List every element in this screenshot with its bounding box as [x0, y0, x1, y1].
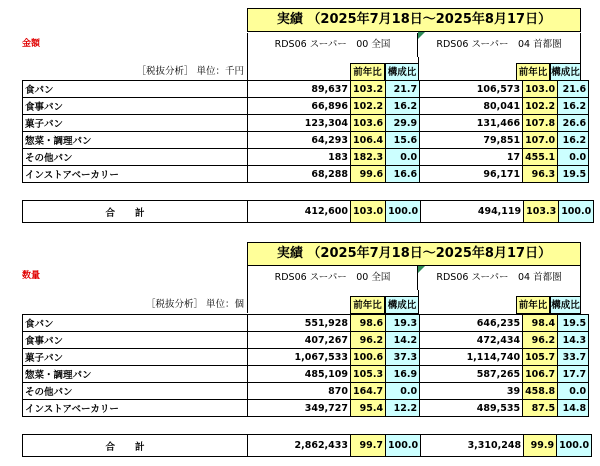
value-cell: 472,434: [420, 332, 523, 349]
category-cell: 菓子パン: [23, 349, 248, 366]
yoy-cell: 87.5: [523, 400, 558, 417]
total-share-cell: 100.0: [386, 435, 421, 457]
total-share-cell: 100.0: [386, 201, 421, 223]
yoy-cell: 164.7: [351, 383, 386, 400]
value-cell: 551,928: [248, 315, 351, 332]
yoy-cell: 103.6: [351, 115, 386, 132]
value-cell: 80,041: [420, 98, 523, 115]
table-row: [23, 166, 589, 183]
share-cell: 12.2: [386, 400, 420, 417]
col-share-header: 構成比: [385, 63, 419, 81]
category-cell: 食パン: [23, 315, 248, 332]
col-yoy-header: 前年比: [516, 63, 550, 81]
total-value-cell: 412,600: [248, 201, 351, 223]
table-row: [23, 149, 589, 166]
col-yoy-header: 前年比: [350, 63, 385, 81]
table-row: [23, 332, 589, 349]
value-cell: 106,573: [420, 81, 523, 98]
share-cell: 0.0: [558, 149, 589, 166]
total-value-cell: 2,862,433: [248, 435, 351, 457]
value-cell: 96,171: [420, 166, 523, 183]
total-table: [22, 434, 592, 457]
share-cell: 26.6: [558, 115, 589, 132]
yoy-cell: 99.6: [351, 166, 386, 183]
share-cell: 19.5: [558, 166, 589, 183]
comment-marker-icon: [418, 32, 425, 39]
share-cell: 0.0: [386, 149, 420, 166]
total-table: [22, 200, 594, 223]
total-label: 合計: [23, 435, 248, 457]
yoy-cell: 102.2: [523, 98, 558, 115]
col-share-header: 構成比: [550, 296, 581, 314]
unit-label: ［税抜分析］ 単位：千円: [136, 66, 244, 77]
share-cell: 14.8: [558, 400, 589, 417]
value-cell: 407,267: [248, 332, 351, 349]
total-share-cell: 100.0: [559, 201, 594, 223]
value-cell: 68,288: [248, 166, 351, 183]
table-row: [23, 115, 589, 132]
value-cell: 64,293: [248, 132, 351, 149]
metric-label: 金額: [22, 39, 41, 49]
yoy-cell: 182.3: [351, 149, 386, 166]
value-cell: 39: [420, 383, 523, 400]
yoy-cell: 98.4: [523, 315, 558, 332]
category-cell: 惣菜・調理パン: [23, 132, 248, 149]
yoy-cell: 107.0: [523, 132, 558, 149]
value-cell: 1,114,740: [420, 349, 523, 366]
store-header-metro: RDS06 スーパー 04 首都圏: [417, 33, 581, 57]
table-row: [23, 81, 589, 98]
value-cell: 89,637: [248, 81, 351, 98]
yoy-cell: 458.8: [523, 383, 558, 400]
value-cell: 123,304: [248, 115, 351, 132]
category-cell: インストアベーカリー: [23, 166, 248, 183]
yoy-cell: 103.2: [351, 81, 386, 98]
yoy-cell: 96.3: [523, 166, 558, 183]
category-cell: 食事パン: [23, 332, 248, 349]
total-value-cell: 3,310,248: [421, 435, 524, 457]
col-share-header: 構成比: [550, 63, 581, 81]
share-cell: 19.5: [558, 315, 589, 332]
sales-amount-section: [0, 0, 600, 228]
value-cell: 131,466: [420, 115, 523, 132]
share-cell: 0.0: [558, 383, 589, 400]
share-cell: 16.2: [558, 98, 589, 115]
quantity-section: [0, 240, 600, 466]
yoy-cell: 105.3: [351, 366, 386, 383]
total-yoy-cell: 103.3: [524, 201, 559, 223]
category-cell: その他パン: [23, 383, 248, 400]
category-cell: 食事パン: [23, 98, 248, 115]
data-table: [22, 314, 589, 417]
metric-label: 数量: [22, 271, 41, 281]
period-header: 実績 （2025年7月18日～2025年8月17日）: [247, 242, 581, 266]
yoy-cell: 105.7: [523, 349, 558, 366]
total-row: [23, 201, 594, 223]
yoy-cell: 103.0: [523, 81, 558, 98]
total-value-cell: 494,119: [421, 201, 524, 223]
yoy-cell: 106.4: [351, 132, 386, 149]
table-row: [23, 98, 589, 115]
total-yoy-cell: 99.7: [351, 435, 386, 457]
store-header-national: RDS06 スーパー 00 全国: [247, 266, 417, 290]
table-row: [23, 132, 589, 149]
share-cell: 16.6: [386, 166, 420, 183]
share-cell: 16.9: [386, 366, 420, 383]
share-cell: 15.6: [386, 132, 420, 149]
col-yoy-header: 前年比: [516, 296, 550, 314]
share-cell: 0.0: [386, 383, 420, 400]
value-cell: 489,535: [420, 400, 523, 417]
share-cell: 19.3: [386, 315, 420, 332]
table-row: [23, 383, 589, 400]
col-yoy-header: 前年比: [350, 296, 385, 314]
value-cell: 349,727: [248, 400, 351, 417]
category-cell: 菓子パン: [23, 115, 248, 132]
yoy-cell: 106.7: [523, 366, 558, 383]
table-row: [23, 400, 589, 417]
store-header-metro: RDS06 スーパー 04 首都圏: [417, 266, 581, 290]
value-cell: 1,067,533: [248, 349, 351, 366]
period-header: 実績 （2025年7月18日～2025年8月17日）: [247, 8, 581, 32]
table-row: [23, 315, 589, 332]
yoy-cell: 100.6: [351, 349, 386, 366]
value-cell: 485,109: [248, 366, 351, 383]
comment-marker-icon: [418, 266, 425, 273]
col-share-header: 構成比: [385, 296, 419, 314]
value-cell: 66,896: [248, 98, 351, 115]
yoy-cell: 455.1: [523, 149, 558, 166]
total-yoy-cell: 103.0: [351, 201, 386, 223]
yoy-cell: 102.2: [351, 98, 386, 115]
category-cell: 食パン: [23, 81, 248, 98]
value-cell: 183: [248, 149, 351, 166]
category-cell: 惣菜・調理パン: [23, 366, 248, 383]
share-cell: 29.9: [386, 115, 420, 132]
category-cell: インストアベーカリー: [23, 400, 248, 417]
yoy-cell: 96.2: [351, 332, 386, 349]
total-label: 合計: [23, 201, 248, 223]
unit-label: ［税抜分析］ 単位：個: [145, 299, 244, 310]
total-share-cell: 100.0: [557, 435, 592, 457]
share-cell: 16.2: [558, 132, 589, 149]
yoy-cell: 95.4: [351, 400, 386, 417]
store-header-national: RDS06 スーパー 00 全国: [247, 33, 417, 57]
value-cell: 870: [248, 383, 351, 400]
yoy-cell: 98.6: [351, 315, 386, 332]
data-table: [22, 80, 589, 183]
yoy-cell: 96.2: [523, 332, 558, 349]
share-cell: 14.3: [558, 332, 589, 349]
yoy-cell: 107.8: [523, 115, 558, 132]
share-cell: 21.7: [386, 81, 420, 98]
category-cell: その他パン: [23, 149, 248, 166]
total-row: [23, 435, 592, 457]
value-cell: 17: [420, 149, 523, 166]
table-row: [23, 349, 589, 366]
share-cell: 33.7: [558, 349, 589, 366]
share-cell: 17.7: [558, 366, 589, 383]
share-cell: 21.6: [558, 81, 589, 98]
share-cell: 14.2: [386, 332, 420, 349]
table-row: [23, 366, 589, 383]
total-yoy-cell: 99.9: [524, 435, 557, 457]
value-cell: 79,851: [420, 132, 523, 149]
value-cell: 646,235: [420, 315, 523, 332]
share-cell: 16.2: [386, 98, 420, 115]
value-cell: 587,265: [420, 366, 523, 383]
share-cell: 37.3: [386, 349, 420, 366]
